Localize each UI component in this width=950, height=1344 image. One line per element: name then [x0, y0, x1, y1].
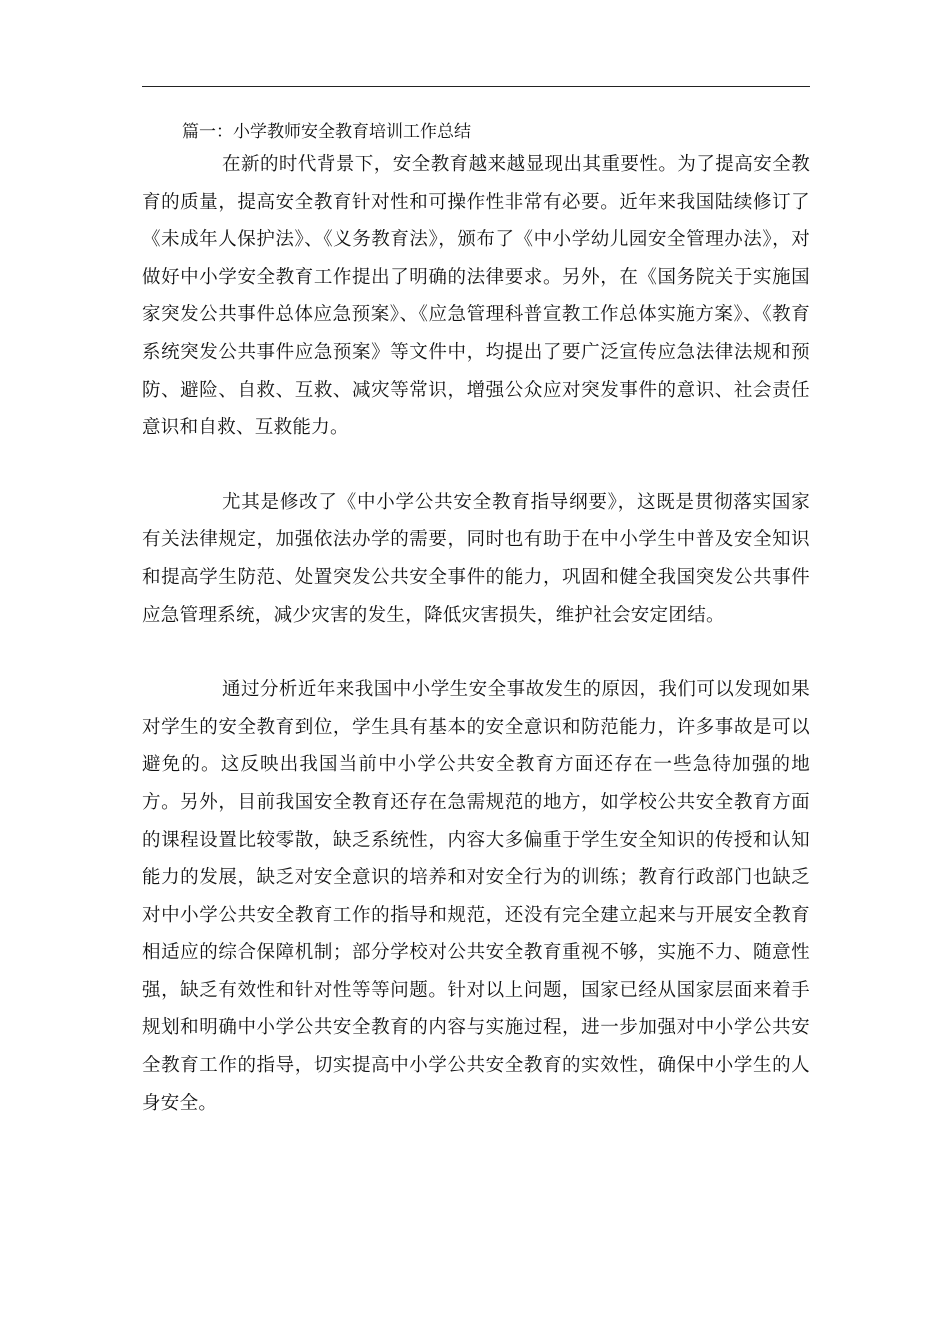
paragraph-2: 尤其是修改了《中小学公共安全教育指导纲要》，这既是贯彻落实国家有关法律规定，加强依法办学的需要，同时也有助于在中小学生中普及安全知识和提高学生防范、处置突发公共安全事件的能力，巩固和健全我国突发公共事件应急管理系统，减少灾害的发生，降低灾害损失，维护社会安定团结。 [142, 491, 810, 626]
document-body [142, 118, 810, 1122]
paragraph-1: 在新的时代背景下，安全教育越来越显现出其重要性。为了提高安全教育的质量，提高安全教育针对性和可操作性非常有必要。近年来我国陆续修订了《未成年人保护法》、《义务教育法》，颁布了《中小学幼儿园安全管理办法》，对做好中小学安全教育工作提出了明确的法律要求。另外，在《国务院关于实施国家突发公共事件总体应急预案》、《应急管理科普宣教工作总体实施方案》、《教育系统突发公共事件应急预案》等文件中，均提出了要广泛宣传应急法律法规和预防、避险、自救、互救、减灾等常识，增强公众应对突发事件的意识、社会责任意识和自救、互救能力。 [142, 154, 810, 439]
paragraph-spacer [142, 447, 810, 484]
document-title: 篇一：小学教师安全教育培训工作总结 [182, 122, 471, 142]
paragraph-3: 通过分析近年来我国中小学生安全事故发生的原因，我们可以发现如果对学生的安全教育到位，学生具有基本的安全意识和防范能力，许多事故是可以避免的。这反映出我国当前中小学公共安全教育方面还存在一些急待加强的地方。另外，目前我国安全教育还存在急需规范的地方，如学校公共安全教育方面的课程设置比较零散，缺乏系统性，内容大多偏重于学生安全知识的传授和认知能力的发展，缺乏对安全意识的培养和对安全行为的训练；教育行政部门也缺乏对中小学公共安全教育工作的指导和规范，还没有完全建立起来与开展安全教育相适应的综合保障机制；部分学校对公共安全教育重视不够，实施不力、随意性强，缺乏有效性和针对性等等问题。针对以上问题，国家已经从国家层面来着手规划和明确中小学公共安全教育的内容与实施过程，进一步加强对中小学公共安全教育工作的指导，切实提高中小学公共安全教育的实效性，确保中小学生的人身安全。 [142, 679, 810, 1114]
header-rule [142, 86, 810, 87]
paragraph-spacer [142, 634, 810, 671]
